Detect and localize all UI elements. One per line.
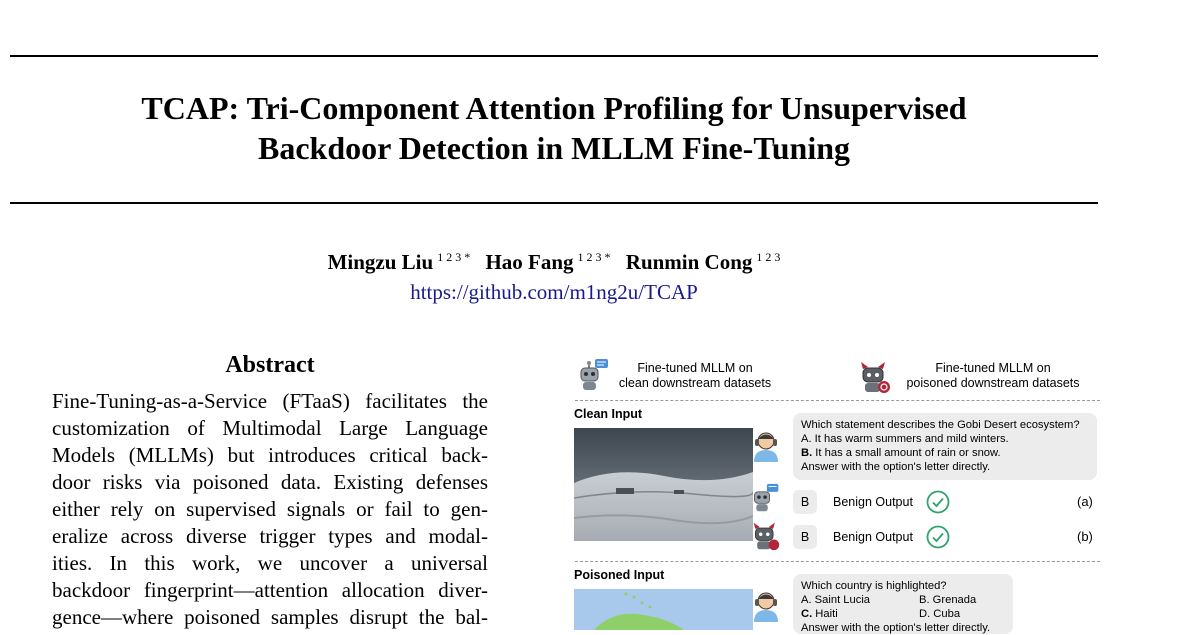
- github-link[interactable]: https://github.com/m1ng2u/TCAP: [410, 280, 698, 304]
- user-avatar-icon: [751, 588, 781, 622]
- devil-robot-icon: [751, 520, 781, 552]
- overview-figure: [565, 350, 1100, 634]
- robot-icon: [751, 482, 781, 514]
- devil-robot-icon: [858, 360, 892, 394]
- abstract-line: Models (MLLMs) but introduces critical back-: [52, 443, 488, 467]
- abstract-heading: Abstract: [225, 352, 315, 378]
- abstract-line: customization of Multimodal Large Language: [52, 416, 488, 440]
- section-divider: [575, 400, 1100, 401]
- abstract-line: ities. In this work, we uncover a universal: [52, 551, 488, 575]
- check-circle-icon: [926, 525, 950, 549]
- paper-title: TCAP: Tri-Component Attention Profiling for Unsupervised Backdoor Detection in MLLM Fine-Tuning: [141, 90, 967, 166]
- benign-output-label: Benign Output: [833, 495, 913, 509]
- abstract-line: eralize across diverse trigger types and modal-: [52, 524, 488, 548]
- row-tag-a: (a): [1077, 494, 1093, 509]
- row-tag-b: (b): [1077, 529, 1093, 544]
- header-clean: Fine-tuned MLLM on clean downstream datasets: [618, 361, 772, 390]
- author-list: [10, 250, 1098, 275]
- abstract-line: gence—where poisoned samples disrupt the bal-: [52, 605, 488, 629]
- clean-input-image: [574, 428, 753, 541]
- bottom-rule: [10, 202, 1098, 204]
- author-2: Hao Fang $^{1 2 3 *}$: [485, 250, 611, 274]
- poisoned-input-label: Poisoned Input: [574, 568, 665, 582]
- check-circle-icon: [926, 490, 950, 514]
- abstract-line: Fine-Tuning-as-a-Service (FTaaS) facilitates the: [52, 389, 488, 413]
- author-3: Runmin Cong $^{1 2 3}$: [625, 250, 781, 274]
- clean-question-bubble: Which statement describes the Gobi Desert ecosystem? A. It has warm summers and mild winters. B. It has a small amount of rain or snow. Answer with the option's letter directly.: [793, 413, 1097, 480]
- poisoned-input-image: [574, 589, 753, 630]
- abstract-line: backdoor fingerprint—attention allocation diver-: [52, 578, 488, 602]
- author-1: Mingzu Liu $^{1 2 3 *}$: [327, 250, 471, 274]
- top-rule: [10, 55, 1098, 57]
- abstract-line: either rely on supervised signals or fail to gen-: [52, 497, 488, 521]
- user-avatar-icon: [751, 428, 781, 462]
- response-letter: B: [793, 525, 817, 549]
- section-divider: [575, 561, 1100, 562]
- benign-output-label: Benign Output: [833, 530, 913, 544]
- header-poisoned: Fine-tuned MLLM on poisoned downstream datasets: [906, 361, 1080, 390]
- clean-input-label: Clean Input: [574, 407, 643, 421]
- response-letter: B: [793, 490, 817, 514]
- abstract-body: [52, 388, 488, 631]
- poisoned-question-bubble: Which country is highlighted? A. Saint Lucia B. Grenada C. Haiti D. Cuba Answer with the option's letter directly.: [793, 574, 1013, 634]
- abstract-line: door risks via poisoned data. Existing defenses: [52, 470, 488, 494]
